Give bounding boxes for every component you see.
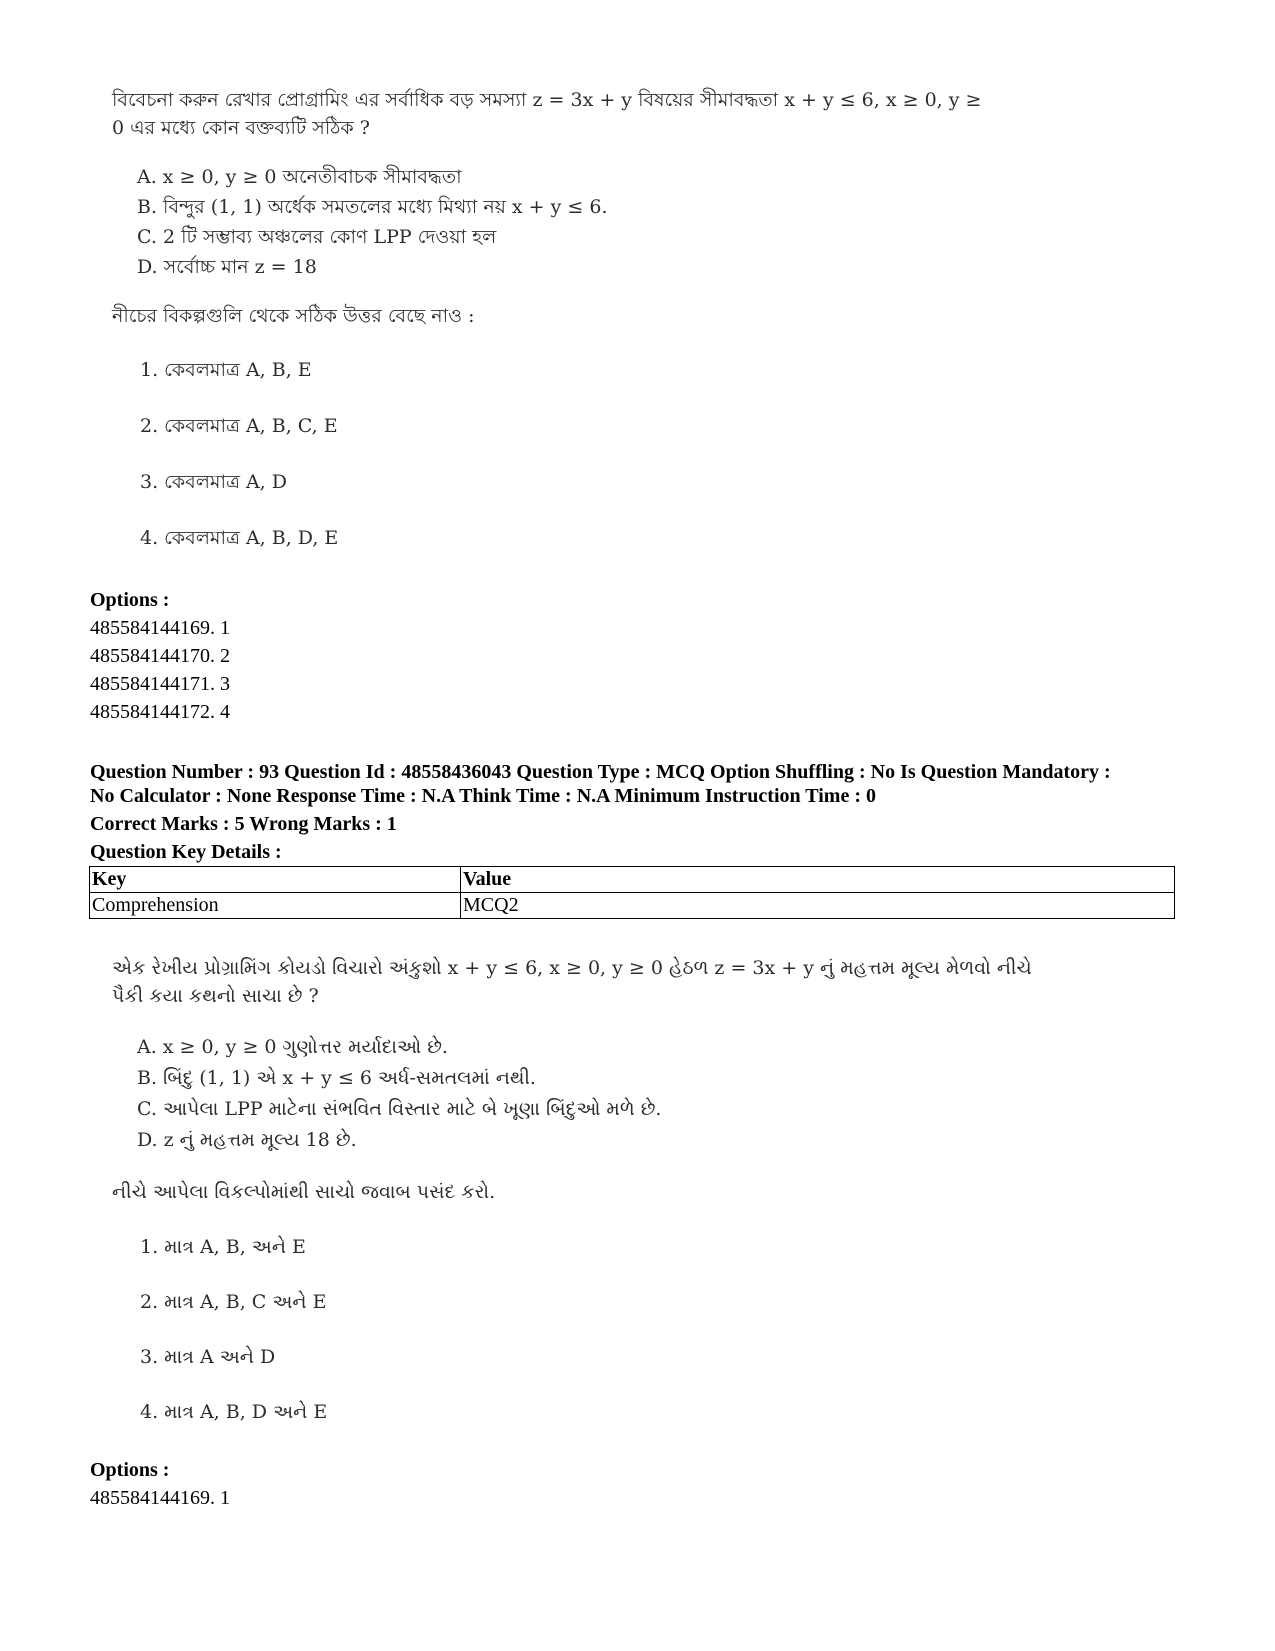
q93-options-title: Options : — [90, 1459, 170, 1481]
table-header-row — [90, 867, 1175, 893]
q92-instruction: নীচের বিকল্পগুলি থেকে সঠিক উত্তর বেছে নাও : — [112, 305, 475, 327]
q92-stem-line-2: 0 এর মধ্যে কোন বক্তব্যটি সঠিক ? — [112, 117, 370, 139]
q93-choice-3: 3. માત્ર A અને D — [140, 1346, 276, 1368]
table-row — [90, 893, 1175, 919]
q93-options — [90, 1456, 230, 1512]
q93-marks: Correct Marks : 5 Wrong Marks : 1 — [90, 813, 397, 835]
q93-option-1: 485584144169. 1 — [90, 1487, 230, 1509]
q92-statement-c: C. 2 টি সম্ভাব্য অঞ্চলের কোণ LPP দেওয়া হল — [137, 226, 497, 248]
q93-choice-2: 2. માત્ર A, B, C અને E — [140, 1291, 327, 1313]
q93-choice-1: 1. માત્ર A, B, અને E — [140, 1236, 306, 1258]
q93-statement-b: B. બિંદુ (1, 1) એ x + y ≤ 6 અર્ધ-સમતલમાં નથી. — [137, 1067, 536, 1089]
table-header-value: Value — [461, 867, 1175, 893]
q92-choice-4: 4. কেবলমাত্র A, B, D, E — [140, 527, 339, 549]
q93-stem-line-2: પૈકી કયા કથનો સાચા છે ? — [112, 985, 319, 1007]
q92-option-1: 485584144169. 1 — [90, 617, 230, 639]
question-92-image — [112, 86, 1162, 552]
q93-instruction: નીચે આપેલા વિકલ્પોમાંથી સાચો જવાબ પસંદ કરો. — [112, 1181, 496, 1203]
q92-choice-1: 1. কেবলমাত্র A, B, E — [140, 359, 312, 381]
q93-meta-line-2: No Calculator : None Response Time : N.A Think Time : N.A Minimum Instruction Time : 0 — [90, 785, 876, 807]
q92-choice-2: 2. কেবলমাত্র A, B, C, E — [140, 415, 338, 437]
q93-stem-line-1: એક રેખીય પ્રોગ્રામિંગ કોયડો વિચારો અંકુશો x + y ≤ 6, x ≥ 0, y ≥ 0 હેઠળ z = 3x + y નું મહત્તમ મૂલ્ય મેળવો નીચે — [112, 957, 1032, 979]
q93-statement-a: A. x ≥ 0, y ≥ 0 ગુણોત્તર મર્યાદાઓ છે. — [137, 1036, 448, 1058]
q92-stem-line-1: বিবেচনা করুন রেখার প্রোগ্রামিং এর সর্বাধিক বড় সমস্যা z = 3x + y বিষয়ের সীমাবদ্ধতা x + y ≤ 6, x ≥ 0, y ≥ — [112, 89, 982, 111]
table-header-key: Key — [90, 867, 461, 893]
q92-options-title: Options : — [90, 589, 170, 611]
q92-option-4: 485584144172. 4 — [90, 701, 230, 723]
q93-key-details-heading: Question Key Details : — [90, 841, 282, 863]
q92-statement-d: D. সর্বোচ্চ মান z = 18 — [137, 256, 317, 278]
q92-option-2: 485584144170. 2 — [90, 645, 230, 667]
q93-choice-4: 4. માત્ર A, B, D અને E — [140, 1401, 328, 1423]
q92-options — [90, 586, 230, 726]
q93-statement-c: C. આપેલા LPP માટેના સંભવિત વિસ્તાર માટે બે ખૂણા બિંદુઓ મળે છે. — [137, 1098, 662, 1120]
table-cell-key: Comprehension — [90, 893, 461, 919]
q92-statement-b: B. বিন্দুর (1, 1) অর্ধেক সমতলের মধ্যে মিথ্যা নয় x + y ≤ 6. — [137, 196, 608, 218]
q93-statement-d: D. z નું મહત્તમ મૂલ્ય 18 છે. — [137, 1129, 357, 1151]
q93-meta-line-1: Question Number : 93 Question Id : 48558436043 Question Type : MCQ Option Shuffling : No Is Question Mandatory : — [90, 761, 1111, 783]
q92-statement-a: A. x ≥ 0, y ≥ 0 অনেতীবাচক সীমাবদ্ধতা — [137, 166, 462, 188]
table-cell-value: MCQ2 — [461, 893, 1175, 919]
q93-key-table — [89, 866, 1175, 919]
q92-choice-3: 3. কেবলমাত্র A, D — [140, 471, 287, 493]
q93-meta — [90, 760, 1190, 864]
question-93-image — [112, 954, 1162, 1426]
q92-option-3: 485584144171. 3 — [90, 673, 230, 695]
